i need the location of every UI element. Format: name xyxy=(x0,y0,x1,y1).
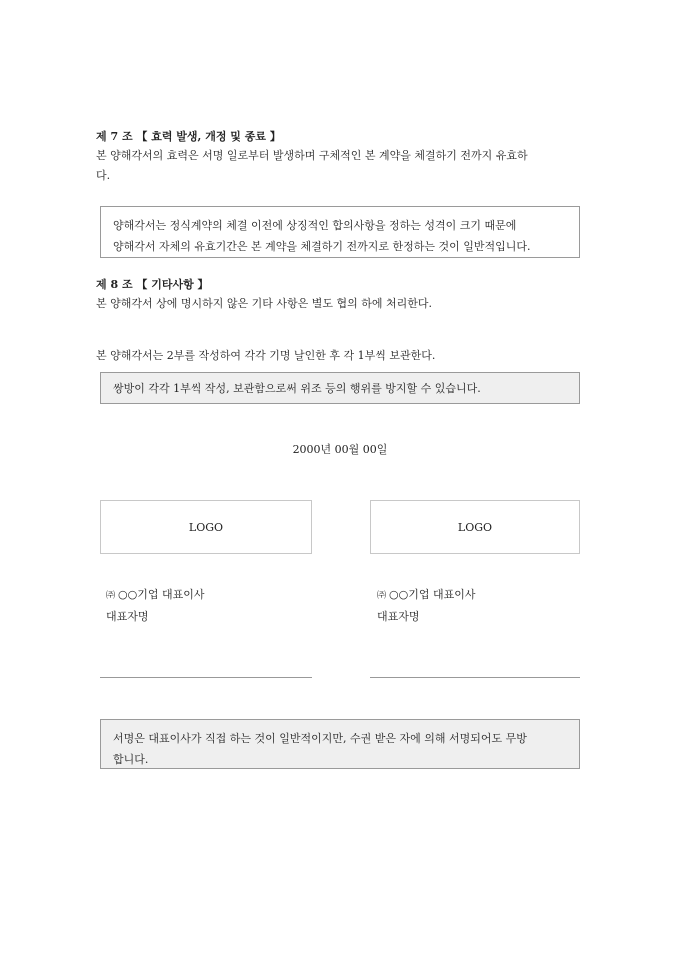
party-1-logo-box xyxy=(100,500,312,554)
party-2-stamp-mark: ㈜ xyxy=(377,591,387,601)
article-7-note-line2: 양해각서 자체의 유효기간은 본 계약을 체결하기 전까지로 한정하는 것이 일반적입니다. xyxy=(113,240,531,253)
closing-body: 본 양해각서는 2부를 작성하여 각각 기명 날인한 후 각 1부씩 보관한다. xyxy=(96,349,436,362)
article-7-note-box xyxy=(100,206,580,258)
article-7-body-line1: 본 양해각서의 효력은 서명 일로부터 발생하며 구체적인 본 계약을 체결하기 전까지 유효하 xyxy=(96,149,528,162)
article-7-heading: 제 7 조 【 효력 발생, 개정 및 종료 】 xyxy=(96,130,281,143)
closing-note-box xyxy=(100,372,580,404)
party-2-logo-box xyxy=(370,500,580,554)
party-1-company-text: ○○기업 대표이사 xyxy=(118,588,205,601)
article-7-body xyxy=(96,146,596,186)
article-8-body: 본 양해각서 상에 명시하지 않은 기타 사항은 별도 협의 하에 처리한다. xyxy=(96,297,432,310)
party-2-company xyxy=(377,586,475,602)
party-1-signer: 대표자명 xyxy=(106,610,149,623)
party-2-logo-text: LOGO xyxy=(457,520,493,534)
article-7-note-line1: 양해각서는 정식계약의 체결 이전에 상징적인 합의사항을 정하는 성격이 크기 때문에 xyxy=(113,219,517,232)
signature-note-line2: 합니다. xyxy=(113,753,149,766)
signature-note-box xyxy=(100,719,580,769)
article-8-heading: 제 8 조 【 기타사항 】 xyxy=(96,278,209,291)
party-1-stamp-mark: ㈜ xyxy=(106,591,116,601)
party-2-signature-line[interactable] xyxy=(370,677,580,678)
party-1-company xyxy=(106,586,204,602)
article-7-body-line2: 다. xyxy=(96,169,111,182)
party-2-company-text: ○○기업 대표이사 xyxy=(389,588,476,601)
closing-note-text: 쌍방이 각각 1부씩 작성, 보관함으로써 위조 등의 행위를 방지할 수 있습니다. xyxy=(113,382,481,395)
signature-note-line1: 서명은 대표이사가 직접 하는 것이 일반적이지만, 수권 받은 자에 의해 서명되어도 무방 xyxy=(113,732,527,745)
party-2-signer: 대표자명 xyxy=(377,610,420,623)
document-date: 2000년 00월 00일 xyxy=(292,443,388,456)
party-1-logo-text: LOGO xyxy=(188,520,224,534)
party-1-signature-line[interactable] xyxy=(100,677,312,678)
